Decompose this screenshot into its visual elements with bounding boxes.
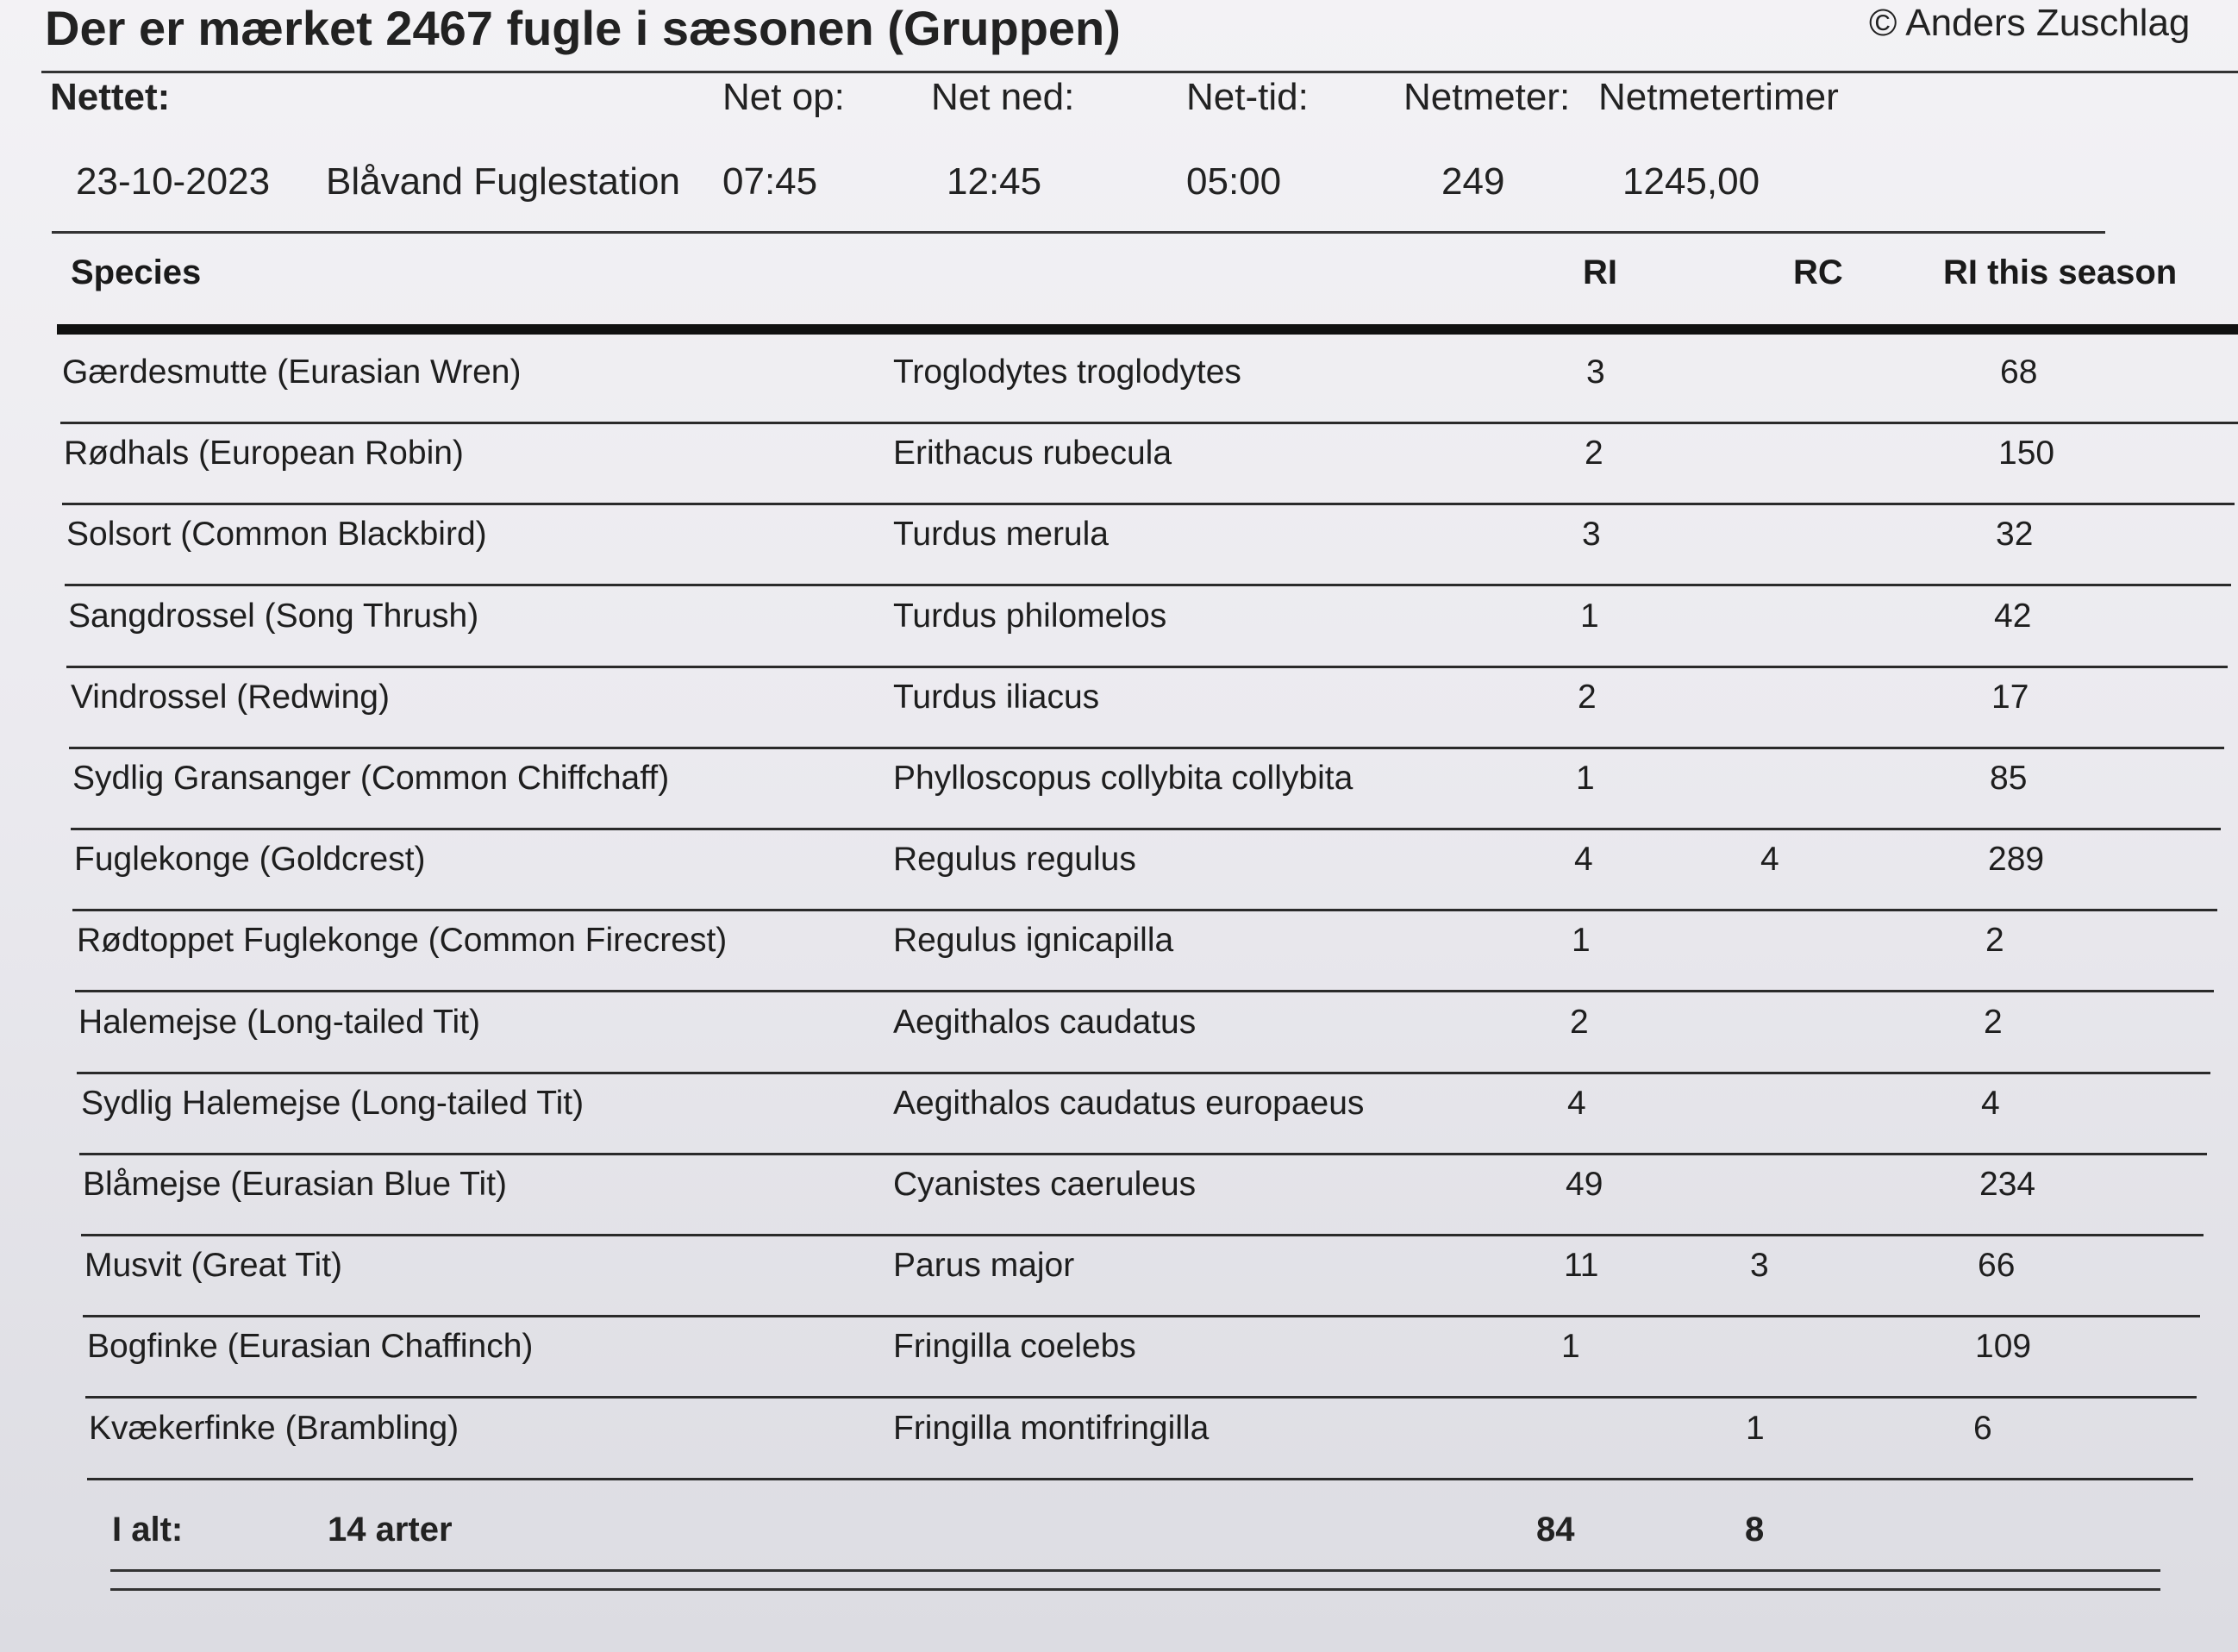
rc-value: 1 bbox=[1746, 1410, 1765, 1447]
table-row bbox=[0, 1154, 2238, 1236]
ri-value: 11 bbox=[1564, 1247, 1599, 1284]
ri-season-value: 234 bbox=[1979, 1166, 2036, 1203]
total-divider-bottom bbox=[110, 1588, 2160, 1591]
ri-value: 1 bbox=[1576, 760, 1595, 797]
species-name: Vindrossel (Redwing) bbox=[71, 679, 390, 716]
ri-season-value: 68 bbox=[2000, 354, 2038, 391]
ri-season-value: 42 bbox=[1994, 598, 2032, 635]
rc-value: 4 bbox=[1760, 841, 1779, 878]
species-name: Gærdesmutte (Eurasian Wren) bbox=[62, 354, 522, 391]
ri-value: 1 bbox=[1572, 922, 1591, 959]
total-divider-top bbox=[110, 1569, 2160, 1572]
header-divider bbox=[57, 324, 2238, 335]
species-latin: Turdus philomelos bbox=[893, 598, 1167, 635]
table-row bbox=[0, 585, 2238, 668]
col-ri-season-header: RI this season bbox=[1943, 253, 2178, 291]
table-row bbox=[0, 422, 2238, 505]
netmetertimer-label: Netmetertimer bbox=[1598, 76, 1839, 118]
ri-season-value: 32 bbox=[1996, 516, 2034, 553]
species-name: Rødtoppet Fuglekonge (Common Firecrest) bbox=[77, 922, 728, 959]
ri-value: 4 bbox=[1574, 841, 1593, 878]
ri-season-value: 2 bbox=[1984, 1004, 2003, 1041]
net-op-value: 07:45 bbox=[722, 160, 818, 203]
net-station: Blåvand Fuglestation bbox=[326, 160, 680, 203]
netmeter-value: 249 bbox=[1441, 160, 1505, 203]
ri-season-value: 2 bbox=[1985, 922, 2004, 959]
species-name: Rødhals (European Robin) bbox=[64, 435, 464, 472]
ri-value: 3 bbox=[1586, 354, 1605, 391]
net-op-label: Net op: bbox=[722, 76, 845, 118]
ri-season-value: 4 bbox=[1981, 1085, 2000, 1122]
ri-season-value: 109 bbox=[1975, 1328, 2032, 1365]
species-latin: Fringilla coelebs bbox=[893, 1328, 1136, 1365]
net-ned-value: 12:45 bbox=[947, 160, 1042, 203]
species-name: Musvit (Great Tit) bbox=[84, 1247, 343, 1284]
table-row bbox=[0, 748, 2238, 830]
species-name: Halemejse (Long-tailed Tit) bbox=[78, 1004, 481, 1041]
species-name: Sydlig Gransanger (Common Chiffchaff) bbox=[72, 760, 670, 797]
ri-value: 4 bbox=[1567, 1085, 1586, 1122]
ri-value: 2 bbox=[1570, 1004, 1589, 1041]
ri-value: 2 bbox=[1578, 679, 1597, 716]
table-row bbox=[0, 341, 2238, 424]
rc-value: 3 bbox=[1750, 1247, 1769, 1284]
ri-season-value: 85 bbox=[1990, 760, 2028, 797]
species-name: Solsort (Common Blackbird) bbox=[66, 516, 487, 553]
species-latin: Aegithalos caudatus bbox=[893, 1004, 1197, 1041]
species-name: Kvækerfinke (Brambling) bbox=[89, 1410, 459, 1447]
table-row bbox=[0, 1398, 2238, 1480]
species-latin: Cyanistes caeruleus bbox=[893, 1166, 1197, 1203]
species-name: Sangdrossel (Song Thrush) bbox=[68, 598, 479, 635]
net-label: Nettet: bbox=[50, 76, 171, 118]
net-date: 23-10-2023 bbox=[76, 160, 271, 203]
table-row bbox=[0, 1235, 2238, 1317]
netmetertimer-value: 1245,00 bbox=[1622, 160, 1760, 203]
total-rc: 8 bbox=[1745, 1511, 1765, 1549]
species-latin: Troglodytes troglodytes bbox=[893, 354, 1241, 391]
ri-value: 2 bbox=[1585, 435, 1603, 472]
table-row bbox=[0, 910, 2238, 992]
ri-season-value: 6 bbox=[1973, 1410, 1992, 1447]
species-latin: Parus major bbox=[893, 1247, 1075, 1284]
table-row bbox=[0, 992, 2238, 1074]
species-latin: Regulus ignicapilla bbox=[893, 922, 1174, 959]
col-rc-header: RC bbox=[1793, 253, 1843, 291]
species-latin: Erithacus rubecula bbox=[893, 435, 1172, 472]
col-species-header: Species bbox=[71, 253, 202, 291]
species-latin: Turdus merula bbox=[893, 516, 1109, 553]
table-row bbox=[0, 666, 2238, 749]
ri-value: 49 bbox=[1566, 1166, 1603, 1203]
ri-season-value: 289 bbox=[1988, 841, 2045, 878]
species-latin: Phylloscopus collybita collybita bbox=[893, 760, 1353, 797]
net-divider bbox=[52, 231, 2105, 234]
table-row bbox=[0, 1073, 2238, 1155]
table-row bbox=[0, 829, 2238, 911]
species-latin: Aegithalos caudatus europaeus bbox=[893, 1085, 1365, 1122]
copyright-notice: © Anders Zuschlag bbox=[1869, 2, 2191, 44]
netmeter-label: Netmeter: bbox=[1403, 76, 1571, 118]
total-ri: 84 bbox=[1536, 1511, 1575, 1549]
ri-season-value: 17 bbox=[1991, 679, 2029, 716]
total-species: 14 arter bbox=[328, 1511, 453, 1549]
total-label: I alt: bbox=[112, 1511, 184, 1549]
row-divider bbox=[87, 1478, 2193, 1480]
net-tid-value: 05:00 bbox=[1186, 160, 1282, 203]
species-latin: Turdus iliacus bbox=[893, 679, 1100, 716]
ri-value: 3 bbox=[1582, 516, 1601, 553]
ri-season-value: 150 bbox=[1998, 435, 2055, 472]
ri-season-value: 66 bbox=[1978, 1247, 2016, 1284]
title-divider bbox=[41, 71, 2238, 73]
col-ri-header: RI bbox=[1583, 253, 1617, 291]
species-latin: Regulus regulus bbox=[893, 841, 1136, 878]
species-name: Blåmejse (Eurasian Blue Tit) bbox=[83, 1166, 508, 1203]
page-title: Der er mærket 2467 fugle i sæsonen (Gruppen) bbox=[45, 1, 1121, 55]
table-row bbox=[0, 504, 2238, 586]
ri-value: 1 bbox=[1561, 1328, 1580, 1365]
species-name: Sydlig Halemejse (Long-tailed Tit) bbox=[81, 1085, 585, 1122]
table-row bbox=[0, 1316, 2238, 1399]
species-name: Fuglekonge (Goldcrest) bbox=[74, 841, 426, 878]
species-name: Bogfinke (Eurasian Chaffinch) bbox=[87, 1328, 534, 1365]
species-latin: Fringilla montifringilla bbox=[893, 1410, 1210, 1447]
net-tid-label: Net-tid: bbox=[1186, 76, 1309, 118]
ri-value: 1 bbox=[1580, 598, 1599, 635]
net-ned-label: Net ned: bbox=[931, 76, 1075, 118]
